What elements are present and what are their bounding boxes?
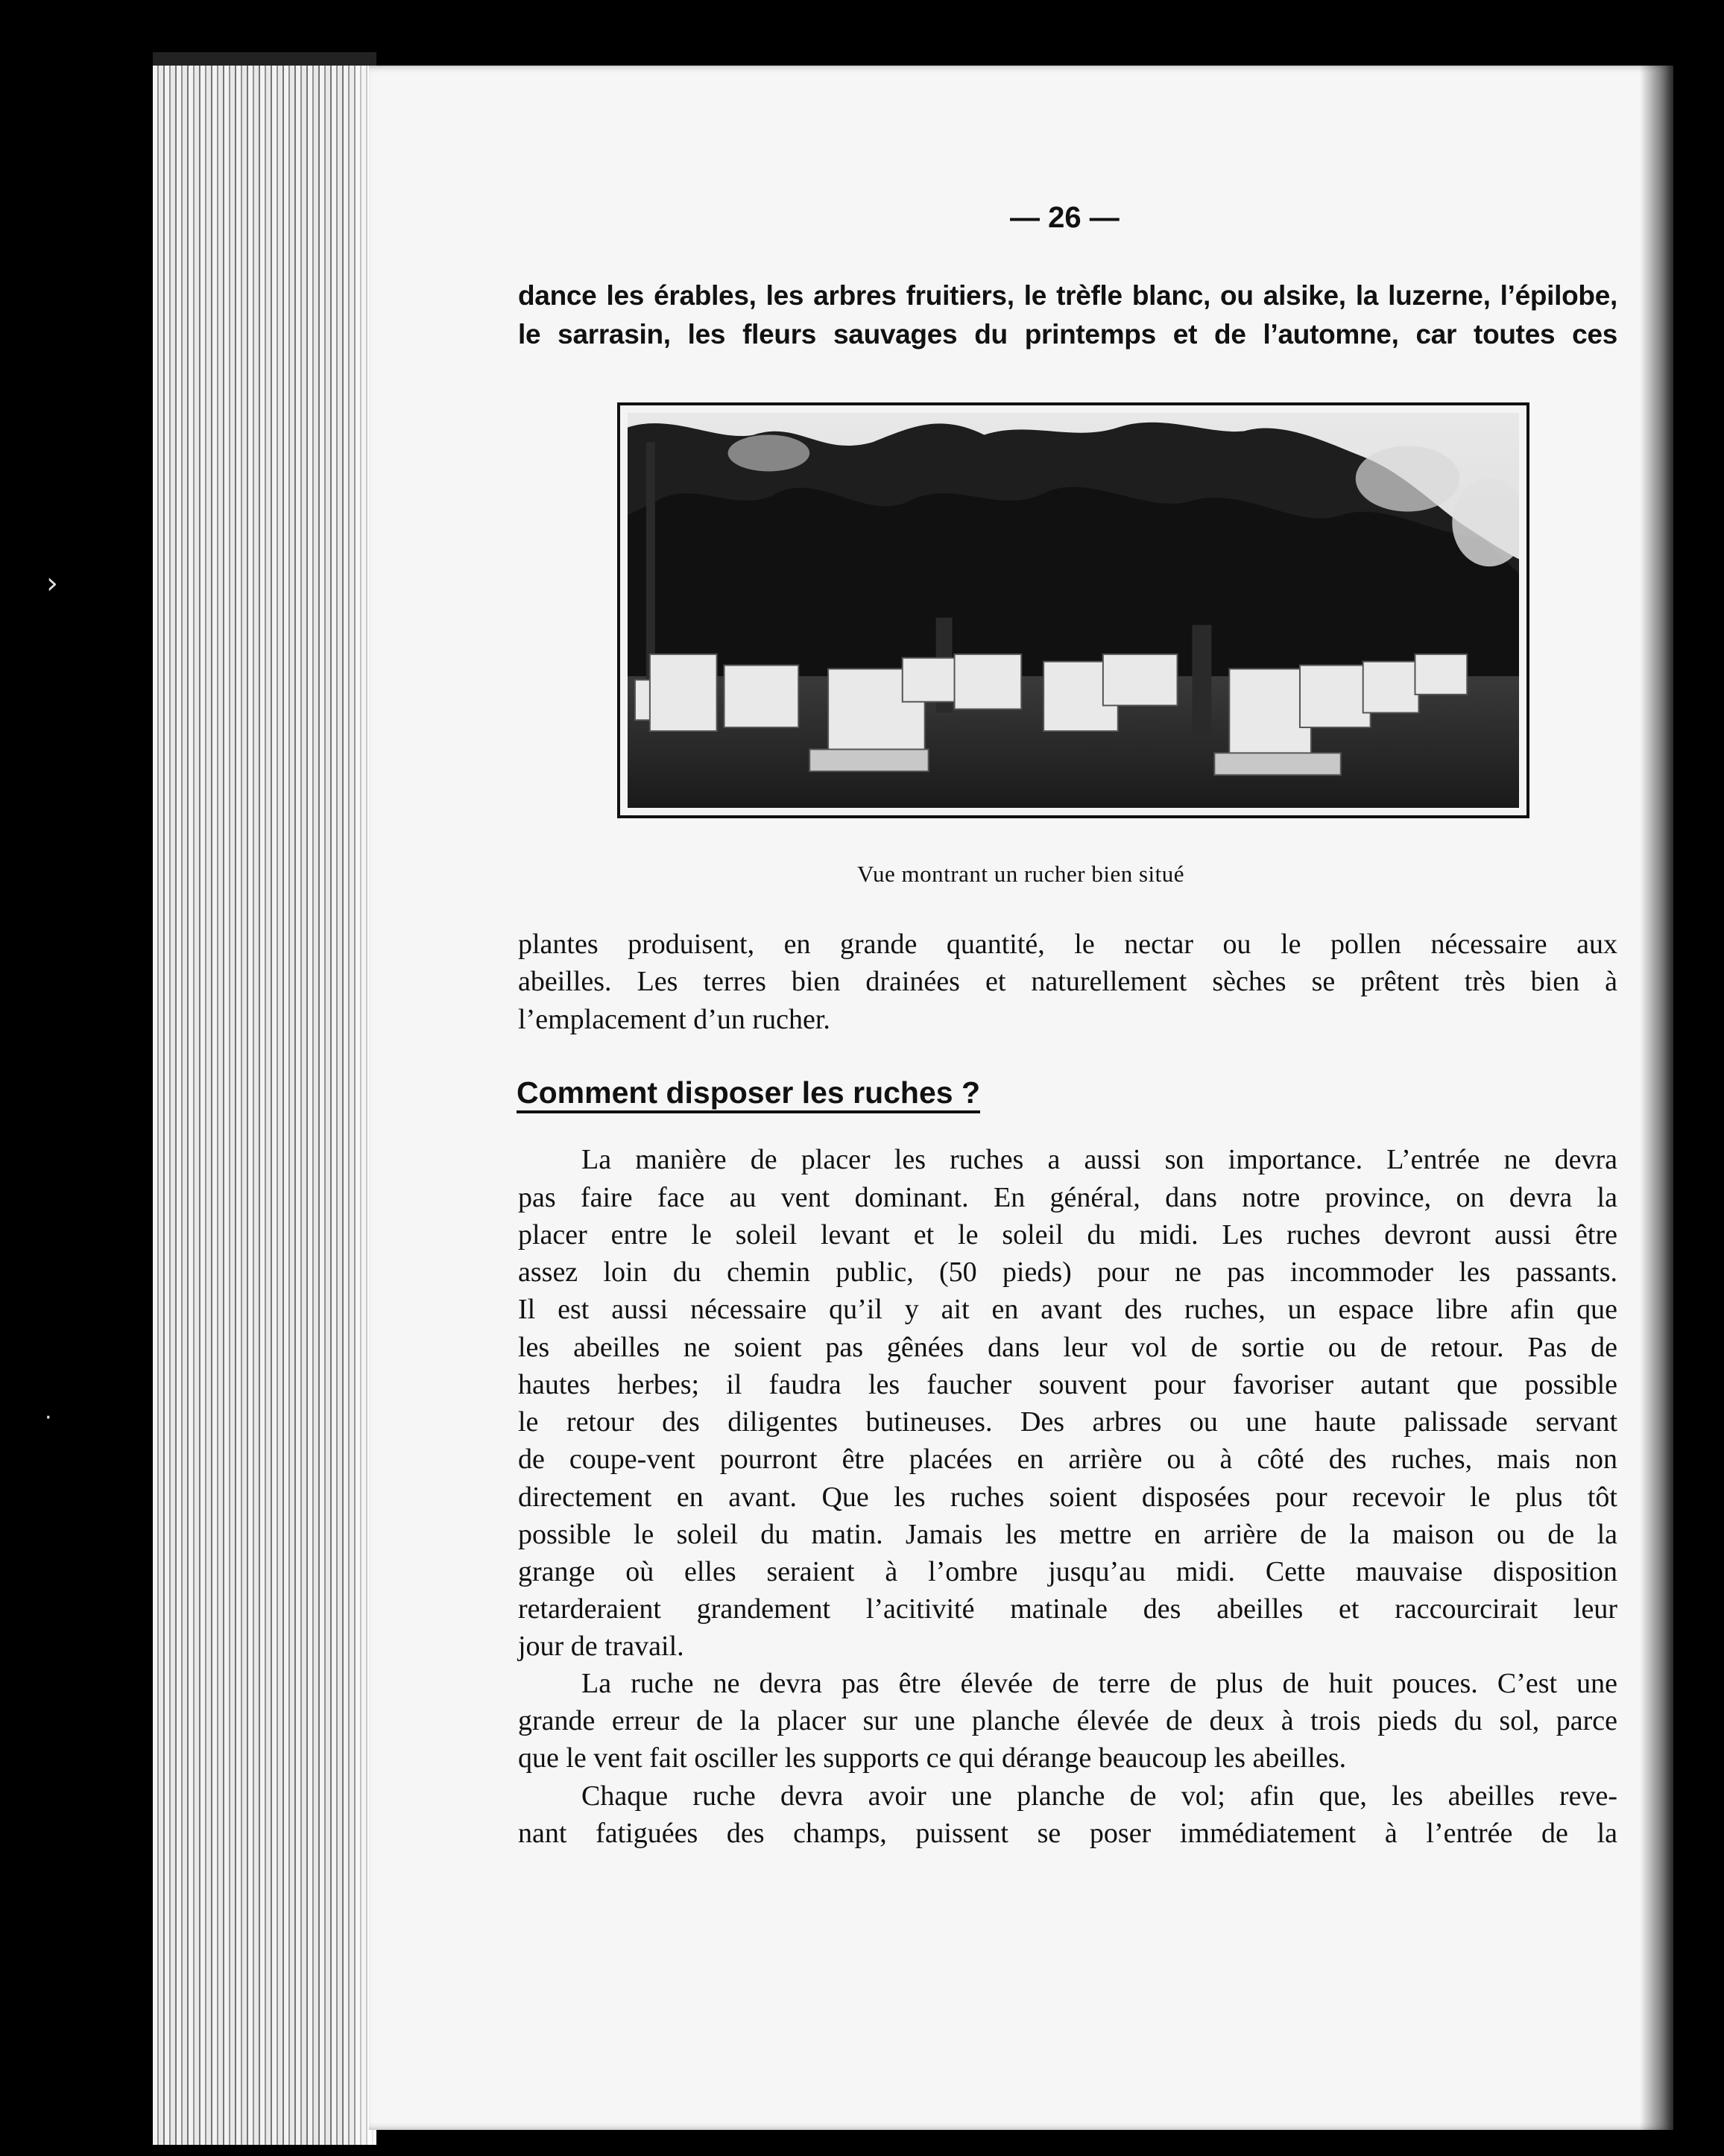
body-line: possible le soleil du matin. Jamais les mettre en arrière de la maison ou de la (518, 1519, 1617, 1550)
body-line: placer entre le soleil levant et le soleil du midi. Les ruches devront aussi être (518, 1219, 1617, 1251)
body-line: Il est aussi nécessaire qu’il y ait en avant des ruches, un espace libre afin que (518, 1294, 1617, 1325)
body-line: le retour des diligentes butineuses. Des arbres ou une haute palissade servant (518, 1406, 1617, 1438)
body-line: retarderaient grandement l’acitivité matinale des abeilles et raccourcirait leur (518, 1593, 1617, 1625)
body-line: les abeilles ne soient pas gênées dans leur vol de sortie ou de retour. Pas de (518, 1332, 1617, 1363)
body-line: nant fatiguées des champs, puissent se poser immédiatement à l’entrée de la (518, 1818, 1617, 1849)
section-heading: Comment disposer les ruches ? (517, 1077, 980, 1113)
body-line: le sarrasin, les fleurs sauvages du printemps et de l’automne, car toutes ces (518, 319, 1617, 350)
body-line: directement en avant. Que les ruches soient disposées pour recevoir le plus tôt (518, 1482, 1617, 1513)
body-line: grande erreur de la placer sur une planche élevée de deux à trois pieds du sol, parce (518, 1705, 1617, 1736)
body-line: jour de travail. (518, 1631, 684, 1662)
page-number: — 26 — (1010, 201, 1120, 234)
body-line: hautes herbes; il faudra les faucher souvent pour favoriser autant que possible (518, 1369, 1617, 1400)
body-line: La ruche ne devra pas être élevée de terre de plus de huit pouces. C’est une (581, 1668, 1617, 1699)
body-line: La manière de placer les ruches a aussi son importance. L’entrée ne devra (581, 1144, 1617, 1175)
body-line: de coupe-vent pourront être placées en arrière ou à côté des ruches, mais non (518, 1444, 1617, 1475)
film-scratch-mark: › (46, 566, 58, 601)
apiary-photograph (617, 402, 1529, 818)
book-page-edges (153, 52, 376, 2145)
body-line: que le vent fait osciller les supports ce qui dérange beaucoup les abeilles. (518, 1742, 1347, 1774)
body-line: Chaque ruche devra avoir une planche de vol; afin que, les abeilles reve- (581, 1780, 1617, 1812)
figure-caption: Vue montrant un rucher bien situé (857, 861, 1185, 887)
apiary-photo-illustration (628, 413, 1519, 808)
body-line: plantes produisent, en grande quantité, le nectar ou le pollen nécessaire aux (518, 929, 1617, 960)
body-line: pas faire face au vent dominant. En général, dans notre province, on devra la (518, 1182, 1617, 1213)
body-line: dance les érables, les arbres fruitiers, le trèfle blanc, ou alsike, la luzerne, l’épilobe, (518, 280, 1617, 311)
body-line: abeilles. Les terres bien drainées et naturellement sèches se prêtent très bien à (518, 966, 1617, 997)
body-line: assez loin du chemin public, (50 pieds) pour ne pas incommoder les passants. (518, 1256, 1617, 1288)
body-line: l’emplacement d’un rucher. (518, 1004, 830, 1035)
film-scratch-mark: · (45, 1405, 52, 1431)
body-line: grange où elles seraient à l’ombre jusqu’au midi. Cette mauvaise disposition (518, 1556, 1617, 1587)
